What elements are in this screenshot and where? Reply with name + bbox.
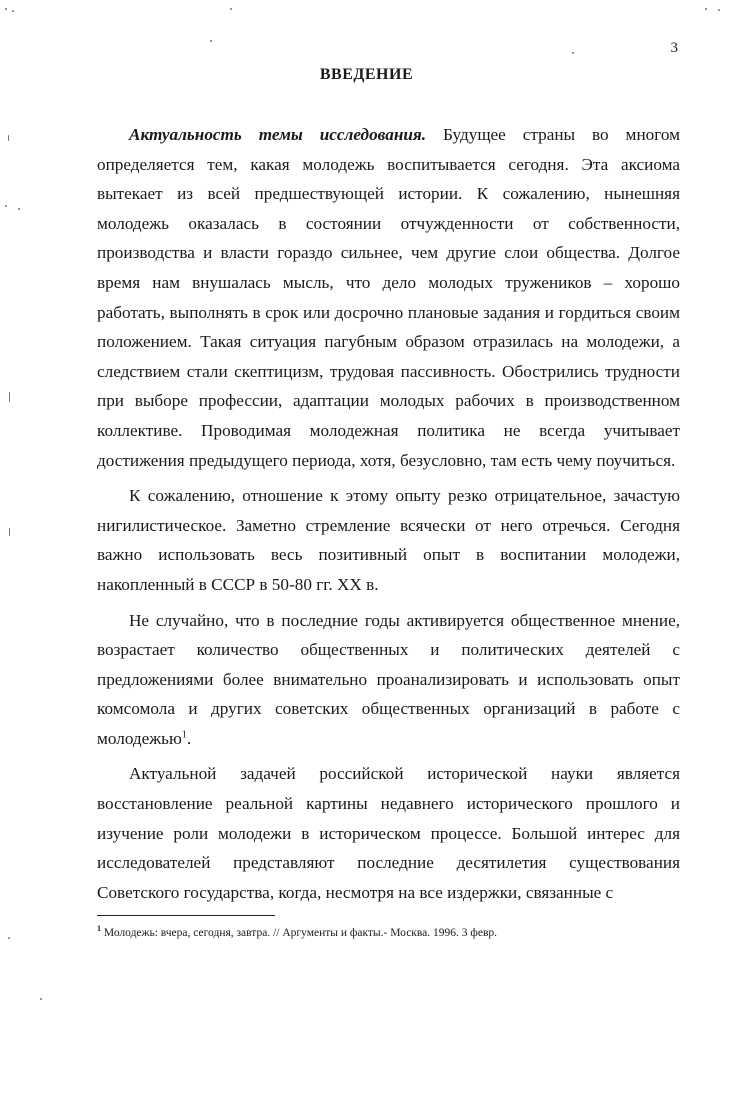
scan-speck	[12, 10, 14, 12]
footnote-reference[interactable]: 1	[181, 729, 187, 741]
footnote-text: Молодежь: вчера, сегодня, завтра. // Аргументы и факты.- Москва. 1996. 3 февр.	[101, 927, 498, 939]
page-number: 3	[670, 40, 678, 56]
body-text	[97, 120, 680, 913]
paragraph-3-end: .	[186, 728, 192, 748]
paragraph-1	[97, 120, 680, 475]
page-title: ВВЕДЕНИЕ	[319, 66, 414, 83]
footnote-number: 1	[97, 924, 101, 934]
scan-speck	[18, 208, 20, 210]
paragraph-2: К сожалению, отношение к этому опыту резко отрицательное, зачастую нигилистическое. Заметно стремление всячески от него отречься. Сегодня важно использовать весь позитивный опыт в воспитании молодежи, накопленный в СССР в 50-80 гг. XX в.	[97, 486, 680, 594]
scan-speck	[5, 8, 7, 10]
scan-speck	[705, 8, 707, 10]
scan-speck	[8, 135, 9, 141]
scan-speck	[9, 528, 10, 536]
scan-speck	[9, 392, 10, 402]
scan-speck	[40, 998, 42, 1000]
scan-speck	[5, 205, 7, 207]
footnote	[97, 926, 680, 940]
paragraph-4: Актуальной задачей российской исторической науки является восстановление реальной картины недавнего исторического прошлого и изучение роли молодежи в историческом процессе. Большой интерес для исследователей представляют последние десятилетия существования Советского государства, когда, несмотря на все издержки, связанные с	[97, 764, 680, 902]
scan-speck	[8, 937, 10, 939]
scan-speck	[572, 52, 574, 54]
footnote-divider	[97, 915, 275, 916]
paragraph-1-text: Будущее страны во многом определяется тем, какая молодежь воспитывается сегодня. Эта аксиома вытекает из всей предшествующей истории. К сожалению, нынешняя молодежь оказалась в состоянии отчужденности от собственности, производства и власти гораздо сильнее, чем другие слои общества. Долгое время нам внушалась мысль, что дело молодых тружеников – хорошо работать, выполнять в срок или досрочно плановые задания и гордиться своим положением. Такая ситуация пагубным образом отразилась на молодежи, а следствием стали скептицизм, трудовая пассивность. Обострились трудности при выборе профессии, адаптации молодых рабочих в производственном коллективе. Проводимая молодежная политика не всегда учитывает достижения предыдущего периода, хотя, безусловно, там есть чему поучиться.	[97, 125, 680, 470]
paragraph-3	[97, 606, 680, 754]
scan-speck	[210, 40, 212, 42]
paragraph-3-text: Не случайно, что в последние годы активируется общественное мнение, возрастает количество общественных и политических деятелей с предложениями более внимательно проанализировать и использовать опыт комсомола и других советских общественных организаций в работе с молодежью	[97, 610, 680, 748]
scan-speck	[230, 8, 232, 10]
paragraph-1-lead: Актуальность темы исследования.	[129, 125, 427, 144]
scan-speck	[718, 9, 720, 11]
